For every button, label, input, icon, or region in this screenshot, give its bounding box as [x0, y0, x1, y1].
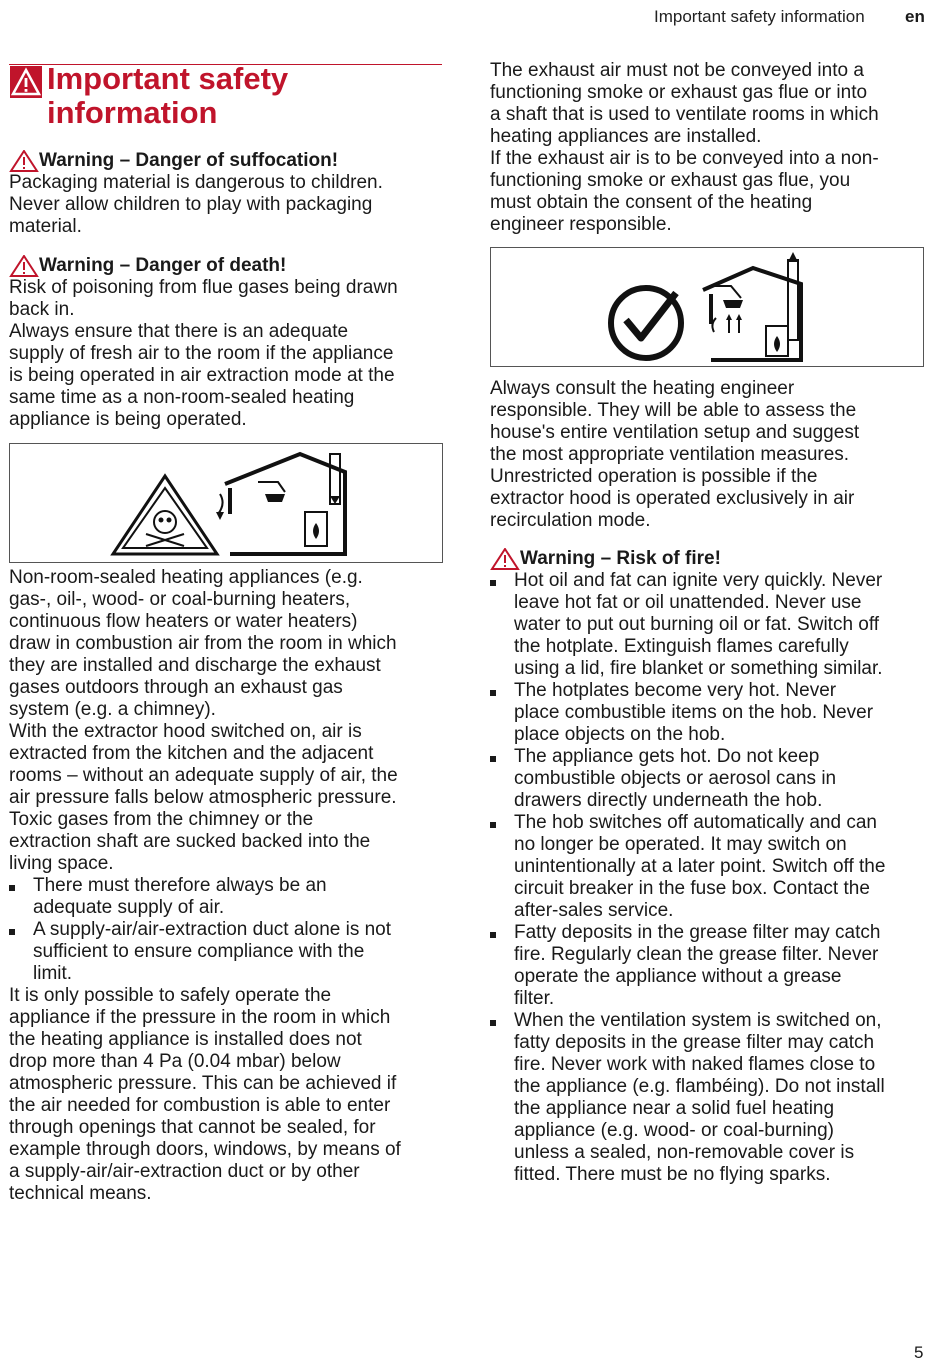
consult-engineer-paragraph: Always consult the heating engineer responsible. They will be able to assess the house's entire ventilation setup and suggest the most appropriate ventilation measures. Unrestricted operation is possible if the extractor hood is operated exclusively in air recirculation mode.: [490, 378, 860, 531]
list-item: There must therefore always be an adequate supply of air.: [9, 875, 449, 919]
warning-danger-of-death: Warning – Danger of death! Risk of poisoning from flue gases being drawn back in. Always ensure that there is an adequate supply of fresh air to the room if the appliance is being operated in air extraction mode at the same time as a non-room-sealed heating appliance is being operated.: [9, 255, 398, 430]
list-item: The hotplates become very hot. Never place combustible items on the hob. Never place objects on the hob.: [490, 680, 930, 746]
poisoning-illustration: [10, 444, 442, 562]
list-item: The appliance gets hot. Do not keep combustible objects or aerosol cans in drawers directly underneath the hob.: [490, 746, 930, 812]
house-diagram: [703, 252, 801, 360]
running-header-title: Important safety information: [654, 7, 865, 26]
warning-triangle-icon: [490, 548, 520, 570]
warning-heading: Warning – Danger of suffocation!: [39, 150, 339, 171]
list-item: Fatty deposits in the grease filter may catch fire. Regularly clean the grease filter. Never operate the appliance without a grease filter.: [490, 922, 930, 1010]
bullet-list: [9, 875, 449, 985]
house-diagram: [216, 454, 345, 554]
correct-installation-illustration: [491, 248, 923, 366]
list-item: Hot oil and fat can ignite very quickly. Never leave hot fat or oil unattended. Never use water to put out burning oil or fat. Switch off the hotplate. Extinguish flames carefully using a lid, fire blanket or something similar.: [490, 570, 930, 680]
check-circle-icon: [611, 288, 681, 358]
bullet-list: [490, 570, 930, 1186]
page-number: 5: [914, 1343, 924, 1362]
warning-suffocation: Warning – Danger of suffocation! Packaging material is dangerous to children. Never allow children to play with packaging material.: [9, 150, 383, 237]
warning-triangle-icon: [10, 66, 42, 98]
skull-warning-icon: [113, 476, 217, 554]
language-code: en: [905, 7, 925, 26]
warning-risk-of-fire: [490, 548, 930, 1186]
warning-heading: Warning – Risk of fire!: [520, 548, 721, 569]
warning-triangle-icon: [9, 255, 39, 277]
warning-heading: Warning – Danger of death!: [39, 255, 287, 276]
list-item: A supply-air/air-extraction duct alone is not sufficient to ensure compliance with the limit.: [9, 919, 449, 985]
list-item: When the ventilation system is switched on, fatty deposits in the grease filter may catch fire. Never work with naked flames close to the appliance (e.g. flambéing). Do not install the appliance near a solid fuel heating appliance (e.g. wood- or coal-burning) unless a sealed, non-removable cover is fitted. There must be no flying sparks.: [490, 1010, 930, 1186]
list-item: The hob switches off automatically and can no longer be operated. It may switch on unintentionally at a later point. Switch off the circuit breaker in the fuse box. Contact the after-sales service.: [490, 812, 930, 922]
figure-correct-installation: [490, 247, 924, 367]
figure-danger-poisoning: [9, 443, 443, 563]
exhaust-air-paragraph: The exhaust air must not be conveyed into a functioning smoke or exhaust gas flue or into a shaft that is used to ventilate rooms in which heating appliances are installed. If the exhaust air is to be conveyed into a non- functioning smoke or exhaust gas flue, you must obtain the consent of the heating engineer responsible.: [490, 60, 879, 235]
warning-triangle-icon: [9, 150, 39, 172]
heating-appliances-paragraph: Non-room-sealed heating appliances (e.g. gas-, oil-, wood- or coal-burning heaters, continuous flow heaters or water heaters) draw in combustion air from the room in which they are installed and discharge the exhaust gases outdoors through an exhaust gas system (e.g. a chimney). With the extractor hood switched on, air is extracted from the kitchen and the adjacent rooms – without an adequate supply of air, the air pressure falls below atmospheric pressure. Toxic gases from the chimney or the extraction shaft are sucked backed into the living space. There must therefore always be an adequate supply of air. A supply-air/air-extraction duct alone is not sufficient to ensure compliance with the limit. It is only possible to safely operate the appliance if the pressure in the room in which the heating appliance is installed does not drop more than 4 Pa (0.04 mbar) below atmospheric pressure. This can be achieved if the air needed for combustion is able to enter through openings that cannot be sealed, for example through doors, windows, by means of a supply-air/air-extraction duct or by other technical means.: [9, 567, 449, 1205]
section-title: Important safety information: [47, 61, 289, 130]
